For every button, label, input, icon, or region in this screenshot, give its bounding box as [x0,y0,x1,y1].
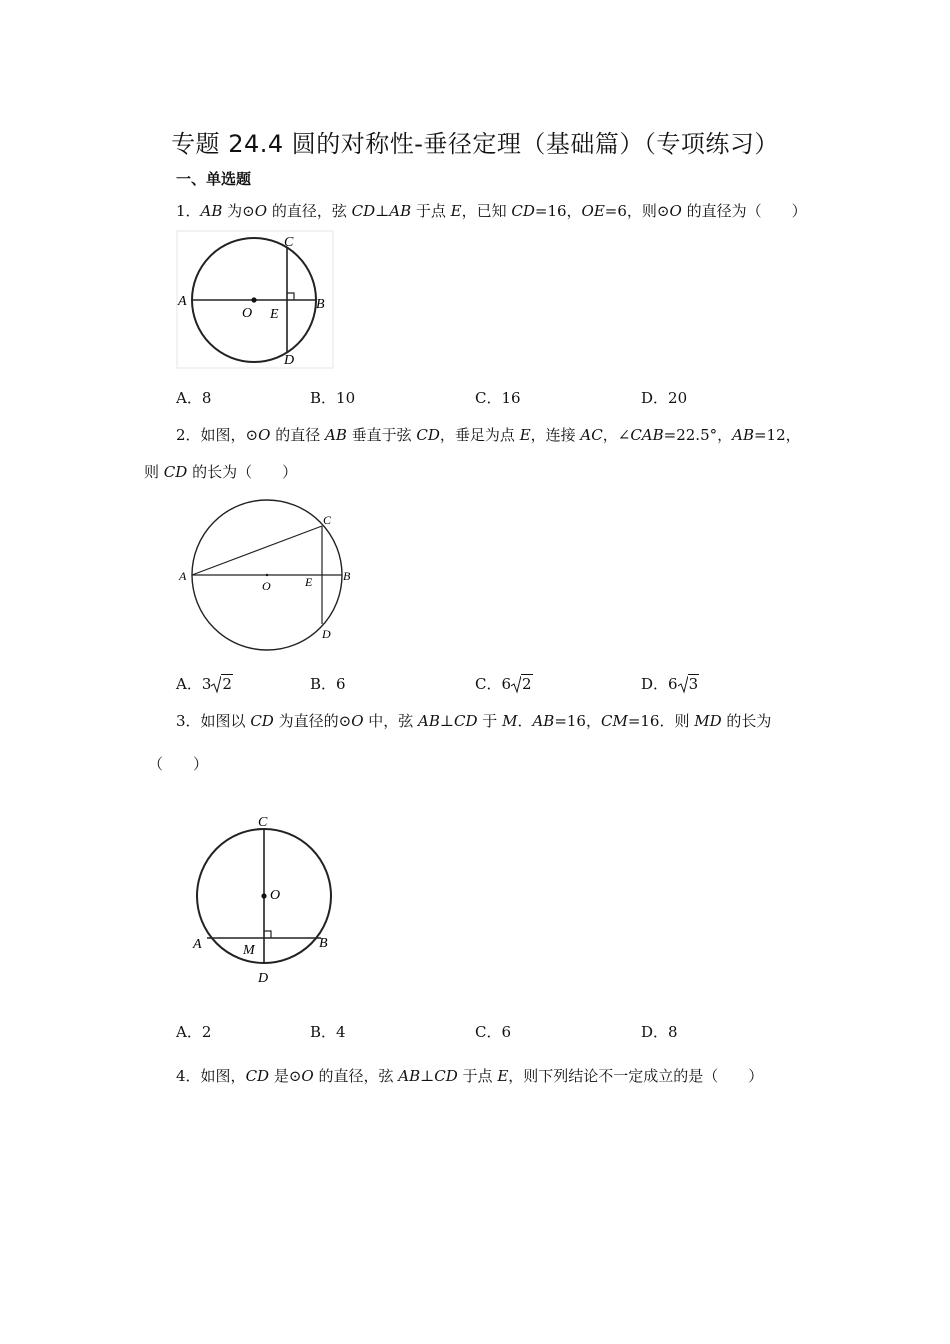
q2-option-d: D．6 3 [641,675,699,693]
q3-option-c: C．6 [475,1023,512,1041]
center-point [266,574,268,576]
label-e: E [270,307,279,322]
q3-option-a: A．2 [176,1023,212,1041]
q1-option-c: C．16 [475,389,521,407]
q2-option-b: B．6 [310,675,346,693]
q1-option-a: A．8 [176,389,212,407]
question-3-figure [186,808,346,992]
label-o: O [242,306,253,321]
label-a: A [193,937,202,952]
label-b: B [316,297,325,312]
label-a: A [178,294,187,309]
segment-ac [192,526,322,575]
question-3-line-2: （ ） [148,755,209,773]
label-o: O [270,888,281,903]
label-d: D [258,971,269,986]
page-title: 专题 24.4 圆的对称性-垂径定理（基础篇）（专项练习） [171,130,779,158]
label-a: A [179,569,187,583]
q2-option-a: A．3 2 [176,675,232,693]
label-c: C [258,815,268,830]
question-4: 4．如图，CD 是⊙O 的直径，弦 AB⊥CD 于点 E，则下列结论不一定成立的是（ ） [176,1067,764,1085]
q1-option-d: D．20 [641,389,688,407]
section-heading: 一、单选题 [176,170,252,188]
label-c: C [323,513,332,527]
question-1-figure [176,230,336,370]
label-b: B [319,936,328,951]
right-angle-mark [287,293,294,300]
label-o: O [262,579,271,593]
label-c: C [284,235,294,250]
question-2-line-1: 2．如图，⊙O 的直径 AB 垂直于弦 CD，垂足为点 E，连接 AC，∠CAB=22.5°，AB=12， [176,426,801,444]
right-angle-mark [264,931,271,938]
question-3-line-1: 3．如图以 CD 为直径的⊙O 中，弦 AB⊥CD 于 M．AB=16，CM=16．则 MD 的长为 [176,712,772,730]
label-e: E [305,575,313,589]
question-2-figure [176,498,362,658]
q1-option-b: B．10 [310,389,356,407]
q3-option-b: B．4 [310,1023,346,1041]
label-b: B [343,569,351,583]
center-point [261,893,266,898]
label-d: D [284,353,295,368]
label-d: D [322,627,331,641]
center-point [251,297,256,302]
q3-option-d: D．8 [641,1023,678,1041]
question-1: 1．AB 为⊙O 的直径，弦 CD⊥AB 于点 E，已知 CD=16，OE=6，则⊙O 的直径为（ ） [176,202,807,220]
label-m: M [243,943,255,958]
q2-option-c: C．6 2 [475,675,532,693]
question-2-line-2: 则 CD 的长为（ ） [144,463,298,481]
